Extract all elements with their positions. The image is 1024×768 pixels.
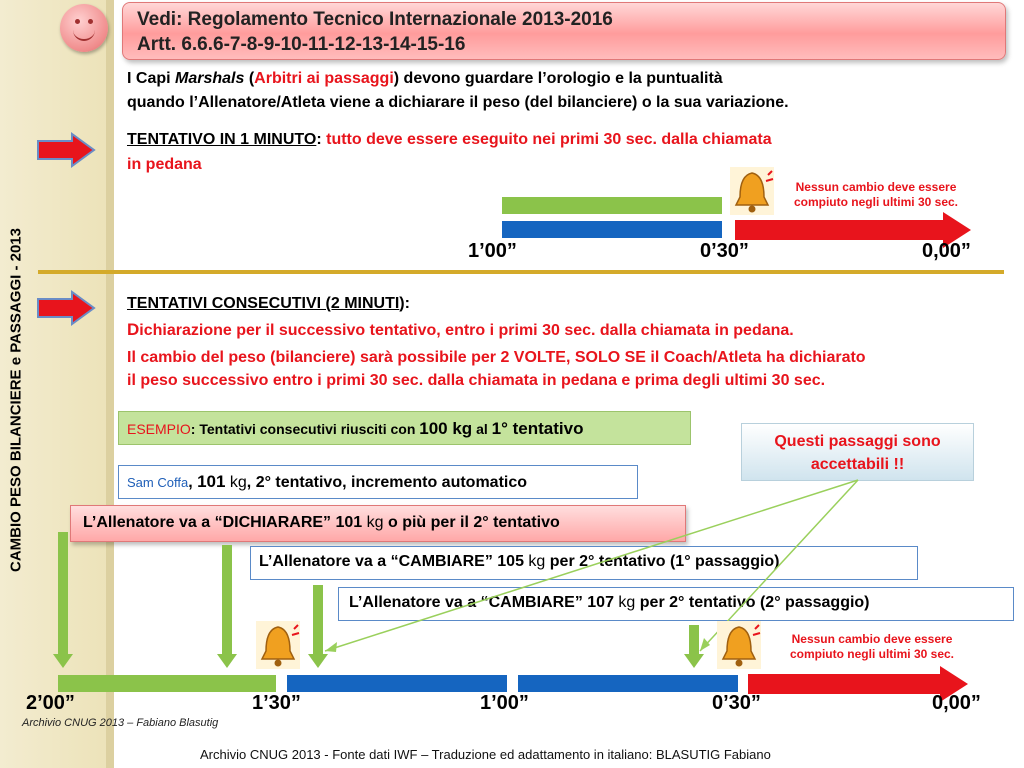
example-label: ESEMPIO [127,421,191,437]
change2-unit: kg [618,594,636,611]
connector-arrowhead-1 [325,642,337,652]
down-arrow-3-shaft [313,585,323,655]
timeline1-note-line1: Nessun cambio deve essere [795,180,957,194]
down-arrow-3-head [308,654,328,668]
athlete-text [127,472,527,492]
footer-archive-small: Archivio CNUG 2013 – Fabiano Blasutig [22,717,219,729]
section2-line1 [127,320,794,340]
intro-arbitri: Arbitri ai passaggi [254,70,394,87]
change2-box [338,587,1014,621]
callout-text [742,430,973,476]
timeline1-blue-bar [502,221,722,238]
right-arrow-icon [36,290,96,326]
change2-b: per 2° tentativo (2° passaggio) [635,594,870,611]
example-al: al [472,421,492,437]
intro-text-e: ) devono guardare l’orologio e la puntualità [393,70,723,87]
bell-icon [717,621,761,669]
bell-icon [730,167,774,215]
intro-line1 [127,70,723,88]
callout-line1: Questi passaggi sono [774,433,941,450]
smiley-mouth [73,28,95,41]
declare-text [83,514,560,532]
vertical-title-text: CAMBIO PESO BILANCIERE e PASSAGGI - 2013 [7,228,25,572]
example-attempt: 1° tentativo [491,419,584,438]
timeline1-tick-2: 0’30” [700,240,749,262]
timeline2-note-line1: Nessun cambio deve essere [791,632,953,646]
callout-box [741,423,974,481]
intro-line2: quando l’Allenatore/Atleta viene a dichiarare il peso (del bilanciere) o la sua variazione. [127,94,789,111]
down-arrow-4-head [684,654,704,668]
connector-arrowhead-2 [700,638,710,651]
athlete-rest: , 2° tentativo, incremento automatico [246,474,528,491]
section1-colon: : [316,131,322,148]
intro-text-c: ( [244,70,255,87]
athlete-weight: 101 [197,472,226,491]
timeline1-note-line2: compiuto negli ultimi 30 sec. [793,195,959,209]
section1-title-line [127,131,772,149]
timeline2-tick-5: 0,00” [932,692,981,714]
change1-b: per 2° tentativo (1° passaggio) [545,553,780,570]
change1-box [250,546,918,580]
section1-desc1: tutto deve essere eseguito nei primi 30 sec. dalla chiamata [321,131,772,148]
timeline1-green-bar [502,197,722,214]
smiley-eye-left [75,19,80,24]
example-weight: 100 kg [419,419,473,438]
declare-b: o più per il 2° tentativo [383,514,560,531]
example-desc: Tentativi consecutivi riusciti con [199,421,420,437]
section2-title-line [127,295,410,313]
change2-text [349,594,870,612]
athlete-unit: kg [225,474,247,491]
section2-line1-rest: ichiarazione per il successivo tentativo, entro i primi 30 sec. dalla chiamata in pedana. [139,322,794,339]
timeline2-tick-3: 1’00” [480,692,529,714]
down-arrow-4-shaft [689,625,699,655]
timeline2-note [770,632,974,662]
down-arrow-2-shaft [222,545,232,655]
callout-line2: accettabili !! [810,456,905,473]
declare-box [70,505,686,542]
gold-divider [38,270,1004,274]
vertical-title [0,0,32,768]
timeline1-note [776,180,976,210]
intro-text-a: I Capi [127,70,176,87]
section2-title: TENTATIVI CONSECUTIVI (2 MINUTI [127,295,400,312]
declare-unit: kg [366,514,384,531]
bell-icon [256,621,300,669]
section1-title: TENTATIVO IN 1 MINUTO [127,131,317,148]
timeline2-tick-4: 0’30” [712,692,761,714]
smiley-icon [60,4,108,52]
timeline2-note-line2: compiuto negli ultimi 30 sec. [789,647,955,661]
header-line1: Vedi: Regolamento Tecnico Internazionale 2013-2016 [137,9,613,30]
example-box [118,411,691,445]
section2-line3: il peso successivo entro i primi 30 sec. dalla chiamata in pedana e prima degli ultimi 30 sec. [127,372,826,389]
footer-archive-main: Archivio CNUG 2013 - Fonte dati IWF – Traduzione ed adattamento in italiano: BLASUTIG Fabiano [200,747,771,762]
change1-a: L’Allenatore va a “CAMBIARE” 105 [259,553,529,570]
smiley-eye-right [88,19,93,24]
example-colon: : [190,421,200,437]
timeline2-blue-bar-2 [518,675,738,692]
timeline2-green-bar [58,675,276,692]
example-text [127,419,584,439]
athlete-name: Sam Coffa [127,475,189,490]
header-banner [122,2,1006,60]
athlete-comma: , [188,474,198,491]
right-arrow-icon [36,132,96,168]
header-line2: Artt. 6.6.6-7-8-9-10-11-12-13-14-15-16 [137,34,466,55]
timeline1-tick-1: 1’00” [468,240,517,262]
down-arrow-2-head [217,654,237,668]
declare-a: L’Allenatore va a “DICHIARARE” 101 [83,514,367,531]
timeline2-tick-1: 2’00” [26,692,75,714]
change1-unit: kg [528,553,546,570]
timeline2-tick-2: 1’30” [252,692,301,714]
athlete-box [118,465,638,499]
section2-line2: Il cambio del peso (bilanciere) sarà possibile per 2 VOLTE, SOLO SE il Coach/Atleta ha dichiarato [127,349,866,366]
sidebar-stripe [106,0,114,768]
timeline1-tick-3: 0,00” [922,240,971,262]
change1-text [259,553,780,571]
intro-marshals: Marshals [175,70,245,87]
timeline2-blue-bar-1 [287,675,507,692]
section1-desc2: in pedana [127,156,202,173]
section2-title-end: ): [399,295,410,312]
section2-line1-initial: D [127,320,140,339]
change2-a: L’Allenatore va a “CAMBIARE” 107 [349,594,619,611]
